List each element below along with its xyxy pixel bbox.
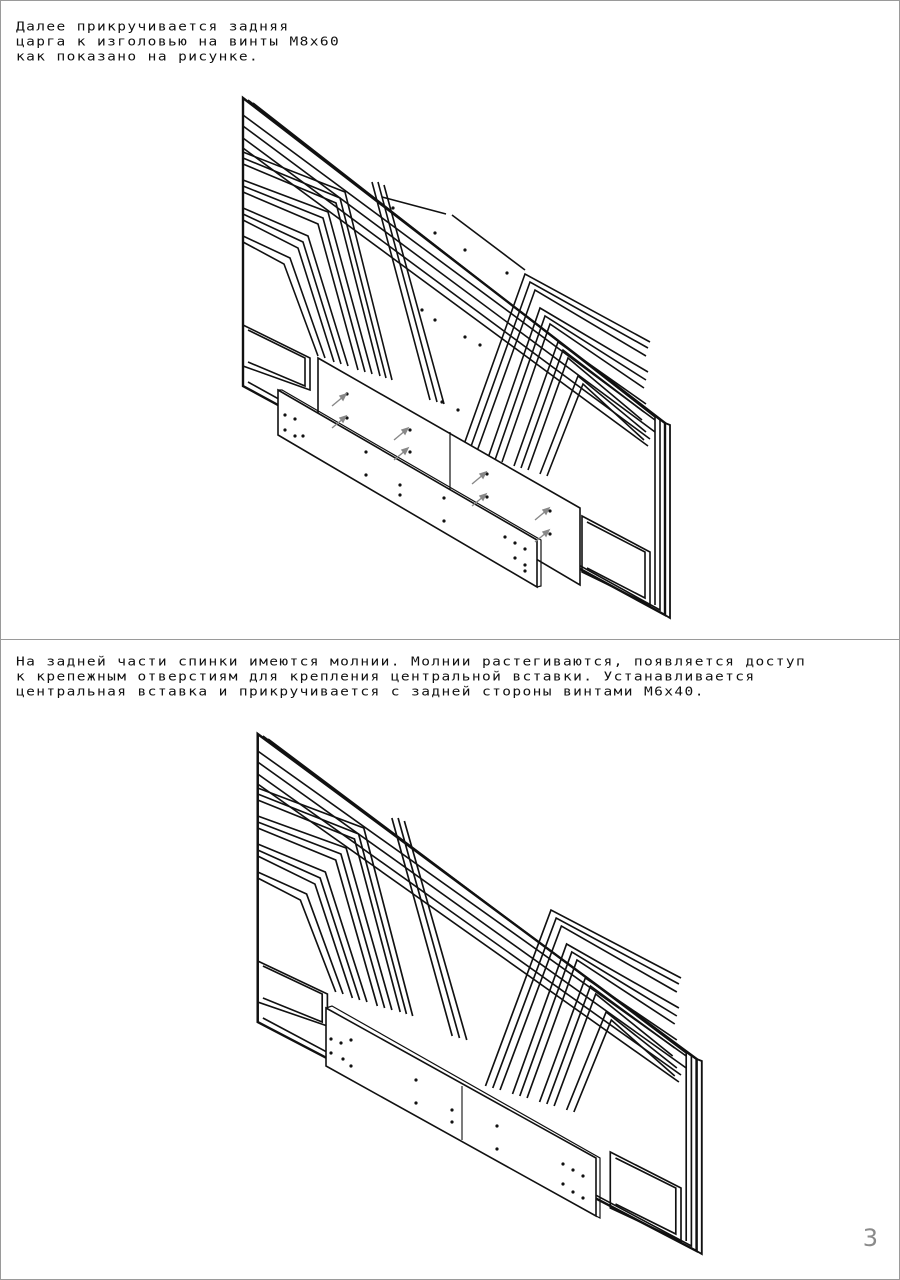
headboard-assembled-drawing [0,726,900,1276]
step-2-caption: На задней части спинки имеются молнии. Молнии растегиваются, появляется доступ к крепежным отверстиям для крепления центральной вставки. Устанавливается центральная вставка и прикручивается с задней стороны винтами М6х40. [16,655,807,699]
page-number: 3 [862,1224,878,1252]
section-divider [0,639,900,640]
step-1-caption: Далее прикручивается задняя царга к изголовью на винты М8х60 как показано на рисунке. [16,20,341,64]
headboard-rail-drawing [0,90,900,630]
